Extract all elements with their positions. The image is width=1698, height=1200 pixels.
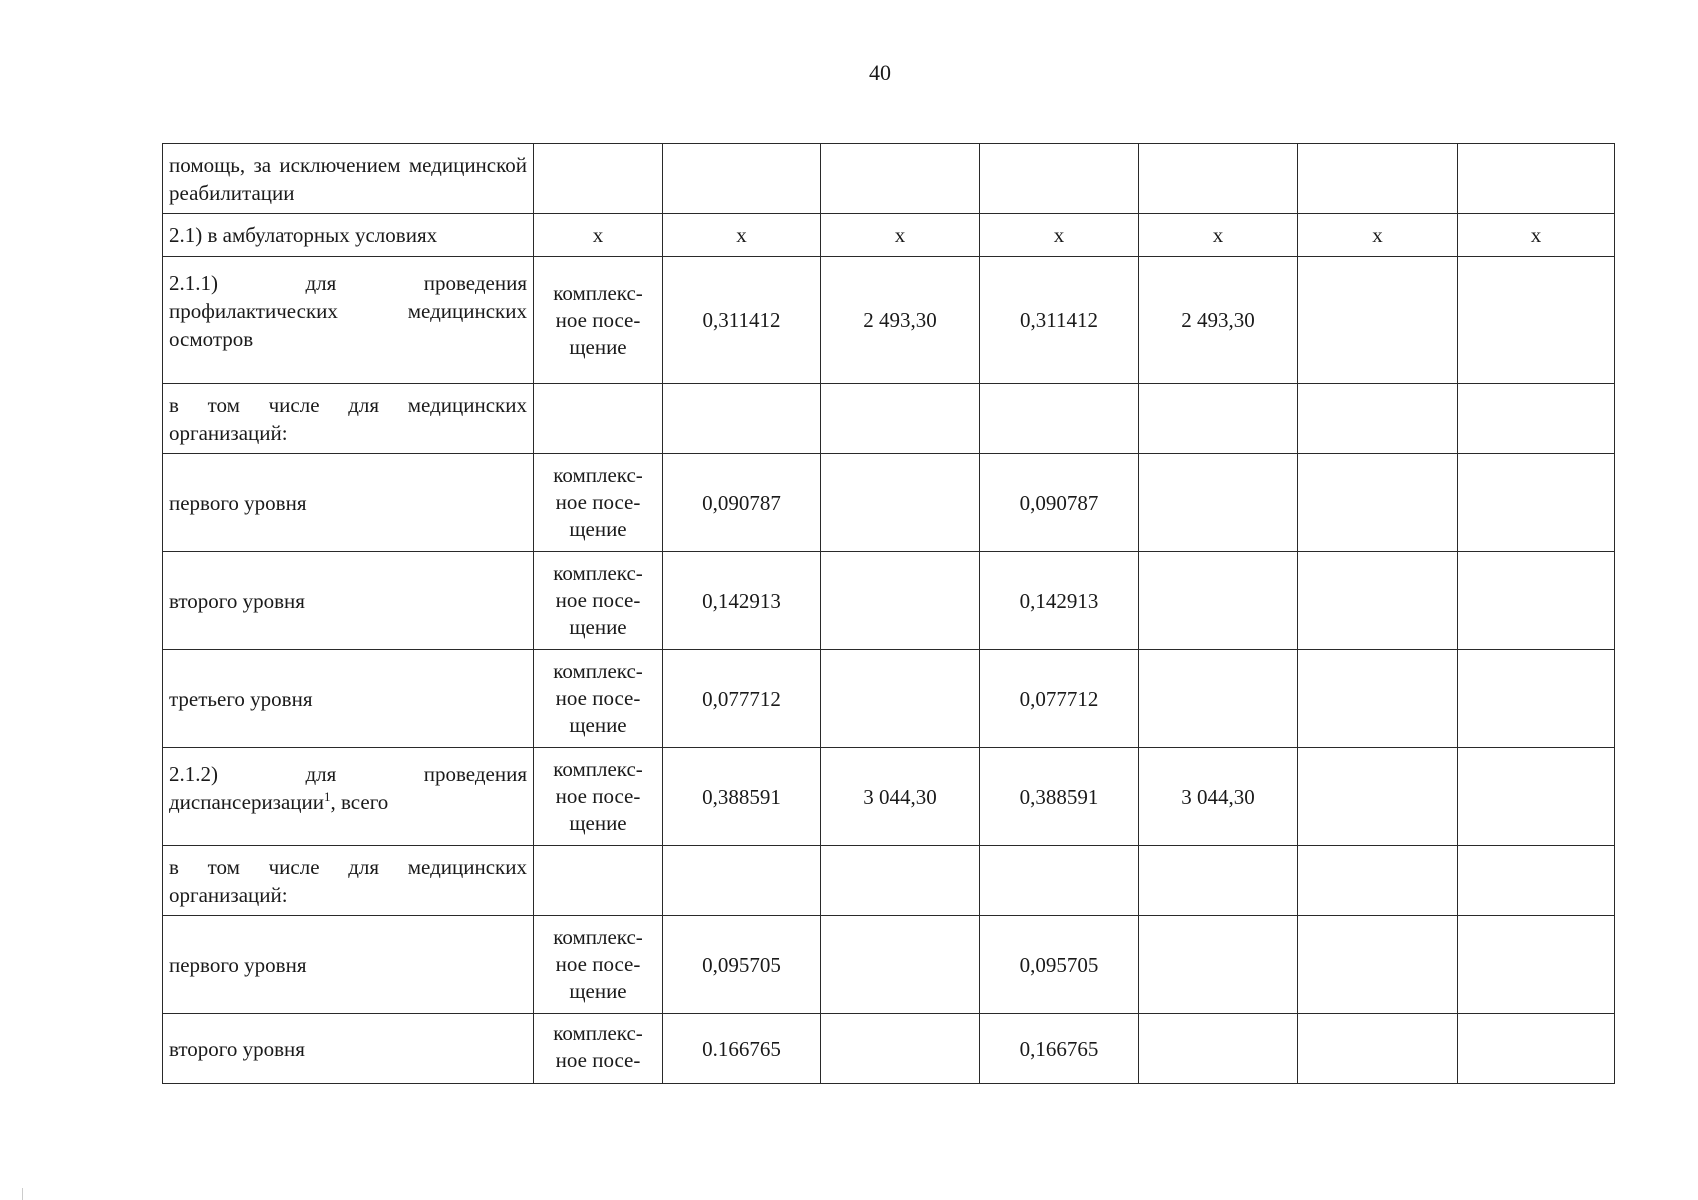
row-unit: комплекс-ное посе-щение	[534, 257, 663, 384]
cell-value	[1298, 552, 1458, 650]
row-name: первого уровня	[163, 916, 534, 1014]
table-row	[163, 257, 1615, 384]
table-row	[163, 214, 1615, 257]
cell-value: 0,311412	[980, 257, 1139, 384]
cell-value	[1298, 384, 1458, 454]
cell-value: 0,095705	[663, 916, 821, 1014]
cell-value: 0,388591	[980, 748, 1139, 846]
cell-value: х	[821, 214, 980, 257]
cell-value: х	[1298, 214, 1458, 257]
cell-value	[1458, 916, 1615, 1014]
table-row	[163, 846, 1615, 916]
row-name: 2.1) в амбулаторных условиях	[163, 214, 534, 257]
table-row	[163, 454, 1615, 552]
cell-value	[1458, 1014, 1615, 1084]
cell-value: 0,142913	[663, 552, 821, 650]
cell-value	[1298, 454, 1458, 552]
cell-value	[663, 384, 821, 454]
cell-value	[1458, 144, 1615, 214]
cell-value	[1458, 748, 1615, 846]
cell-value: х	[1458, 214, 1615, 257]
cell-value: 0,388591	[663, 748, 821, 846]
cell-value: 0.166765	[663, 1014, 821, 1084]
cell-value	[821, 650, 980, 748]
row-unit: комплекс-ное посе-щение	[534, 916, 663, 1014]
row-unit: х	[534, 214, 663, 257]
row-name: третьего уровня	[163, 650, 534, 748]
row-name: в том числе для медицинских организаций:	[163, 384, 534, 454]
cell-value	[1458, 384, 1615, 454]
cell-value	[1458, 650, 1615, 748]
cell-value	[821, 846, 980, 916]
table-row	[163, 1014, 1615, 1084]
row-name-main: 2.1.2) для проведения диспансеризации	[169, 762, 527, 814]
table-row	[163, 916, 1615, 1014]
cell-value	[1139, 1014, 1298, 1084]
cell-value: 0,166765	[980, 1014, 1139, 1084]
row-name: второго уровня	[163, 552, 534, 650]
row-name: первого уровня	[163, 454, 534, 552]
cell-value	[821, 552, 980, 650]
cell-value	[1458, 846, 1615, 916]
cell-value	[1458, 257, 1615, 384]
cell-value: 0,311412	[663, 257, 821, 384]
cell-value	[1298, 748, 1458, 846]
cell-value	[663, 144, 821, 214]
cell-value	[1298, 916, 1458, 1014]
cell-value	[980, 846, 1139, 916]
cell-value	[821, 454, 980, 552]
cell-value	[1298, 650, 1458, 748]
cell-value: х	[663, 214, 821, 257]
row-unit	[534, 384, 663, 454]
cell-value	[1458, 552, 1615, 650]
cell-value: 0,077712	[663, 650, 821, 748]
cell-value	[1298, 144, 1458, 214]
row-unit	[534, 846, 663, 916]
cell-value: 0,077712	[980, 650, 1139, 748]
table-row	[163, 384, 1615, 454]
cell-value	[1298, 1014, 1458, 1084]
footnote-marker: 1	[324, 789, 331, 804]
cell-value: 0,095705	[980, 916, 1139, 1014]
cell-value: 2 493,30	[821, 257, 980, 384]
cell-value	[980, 384, 1139, 454]
cell-value	[1139, 846, 1298, 916]
standards-table	[162, 143, 1615, 1084]
row-unit: комплекс-ное посе-	[534, 1014, 663, 1084]
row-unit	[534, 144, 663, 214]
table-row	[163, 144, 1615, 214]
cell-value	[821, 144, 980, 214]
cell-value: 0,090787	[663, 454, 821, 552]
page-number: 40	[869, 60, 891, 85]
row-name-tail: , всего	[330, 790, 389, 814]
row-name: второго уровня	[163, 1014, 534, 1084]
cell-value	[1139, 144, 1298, 214]
cell-value	[663, 846, 821, 916]
table-row	[163, 650, 1615, 748]
cell-value	[1139, 650, 1298, 748]
cell-value	[821, 1014, 980, 1084]
cell-value: 0,142913	[980, 552, 1139, 650]
cell-value	[1139, 454, 1298, 552]
table-row	[163, 552, 1615, 650]
cell-value	[1139, 552, 1298, 650]
row-unit: комплекс-ное посе-щение	[534, 650, 663, 748]
cell-value	[821, 916, 980, 1014]
row-unit: комплекс-ное посе-щение	[534, 748, 663, 846]
cell-value	[1139, 916, 1298, 1014]
cell-value	[1298, 846, 1458, 916]
row-name: в том числе для медицинских организаций:	[163, 846, 534, 916]
row-name: 2.1.1) для проведения профилактических медицинских осмотров	[163, 257, 534, 384]
cell-value	[1458, 454, 1615, 552]
cell-value	[1139, 384, 1298, 454]
cell-value	[821, 384, 980, 454]
cell-value: 2 493,30	[1139, 257, 1298, 384]
row-unit: комплекс-ное посе-щение	[534, 454, 663, 552]
row-name	[163, 748, 534, 846]
row-name: помощь, за исключением медицинской реабилитации	[163, 144, 534, 214]
cell-value: х	[980, 214, 1139, 257]
cell-value: х	[1139, 214, 1298, 257]
table-row	[163, 748, 1615, 846]
cell-value: 0,090787	[980, 454, 1139, 552]
cell-value	[1298, 257, 1458, 384]
scan-artifact	[22, 1188, 23, 1200]
cell-value	[980, 144, 1139, 214]
cell-value: 3 044,30	[821, 748, 980, 846]
cell-value: 3 044,30	[1139, 748, 1298, 846]
row-unit: комплекс-ное посе-щение	[534, 552, 663, 650]
